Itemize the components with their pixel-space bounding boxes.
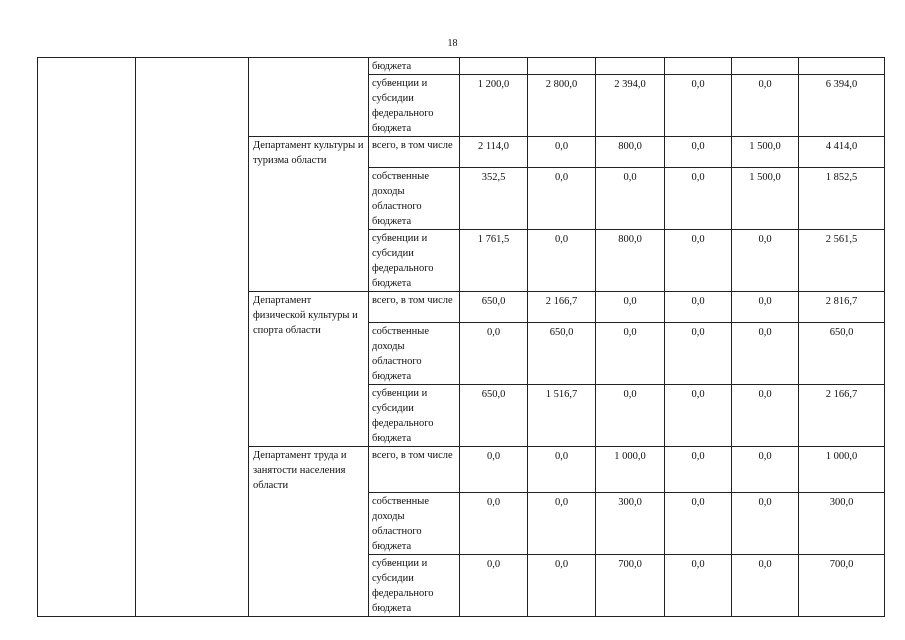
value-cell: 1 852,5 <box>799 168 885 230</box>
value-cell: 700,0 <box>799 555 885 617</box>
value-cell: 0,0 <box>732 230 799 292</box>
value-cell: 800,0 <box>596 230 665 292</box>
value-cell: 0,0 <box>528 447 596 493</box>
value-cell: 2 816,7 <box>799 292 885 323</box>
value-cell: 1 500,0 <box>732 137 799 168</box>
value-cell: 800,0 <box>596 137 665 168</box>
value-cell: 700,0 <box>596 555 665 617</box>
department-cell: Департамент физической культуры и спорта области <box>249 292 369 447</box>
funding-type-cell: собственные доходы областного бюджета <box>369 493 460 555</box>
value-cell: 0,0 <box>460 323 528 385</box>
value-cell: 1 000,0 <box>596 447 665 493</box>
value-cell <box>528 58 596 75</box>
value-cell: 2 561,5 <box>799 230 885 292</box>
value-cell: 0,0 <box>528 230 596 292</box>
blank-cell <box>136 58 249 617</box>
value-cell: 650,0 <box>460 385 528 447</box>
value-cell: 6 394,0 <box>799 75 885 137</box>
value-cell: 1 000,0 <box>799 447 885 493</box>
blank-cell <box>38 58 136 617</box>
value-cell: 0,0 <box>528 493 596 555</box>
value-cell: 0,0 <box>665 493 732 555</box>
funding-type-cell: всего, в том числе <box>369 292 460 323</box>
value-cell: 0,0 <box>528 137 596 168</box>
value-cell: 0,0 <box>460 447 528 493</box>
value-cell: 0,0 <box>732 75 799 137</box>
value-cell: 650,0 <box>799 323 885 385</box>
value-cell: 2 114,0 <box>460 137 528 168</box>
value-cell: 0,0 <box>528 168 596 230</box>
value-cell: 300,0 <box>596 493 665 555</box>
table-row <box>38 58 885 75</box>
department-cell: Департамент культуры и туризма области <box>249 137 369 292</box>
value-cell: 0,0 <box>665 137 732 168</box>
value-cell: 0,0 <box>596 168 665 230</box>
value-cell: 0,0 <box>732 447 799 493</box>
value-cell: 0,0 <box>596 385 665 447</box>
page-number: 18 <box>447 38 458 49</box>
value-cell: 1 516,7 <box>528 385 596 447</box>
value-cell: 1 500,0 <box>732 168 799 230</box>
value-cell: 0,0 <box>460 555 528 617</box>
value-cell: 0,0 <box>665 323 732 385</box>
value-cell: 650,0 <box>460 292 528 323</box>
value-cell: 2 800,0 <box>528 75 596 137</box>
value-cell: 0,0 <box>665 447 732 493</box>
value-cell: 0,0 <box>732 292 799 323</box>
value-cell: 2 394,0 <box>596 75 665 137</box>
funding-type-cell: всего, в том числе <box>369 137 460 168</box>
value-cell: 1 200,0 <box>460 75 528 137</box>
funding-type-cell: субвенции и субсидии федерального бюджета <box>369 75 460 137</box>
value-cell: 0,0 <box>460 493 528 555</box>
value-cell: 0,0 <box>528 555 596 617</box>
funding-type-cell: субвенции и субсидии федерального бюджета <box>369 230 460 292</box>
value-cell <box>665 58 732 75</box>
funding-type-cell: субвенции и субсидии федерального бюджета <box>369 385 460 447</box>
value-cell <box>596 58 665 75</box>
value-cell: 0,0 <box>665 555 732 617</box>
department-cell <box>249 58 369 137</box>
value-cell <box>799 58 885 75</box>
value-cell: 300,0 <box>799 493 885 555</box>
value-cell: 0,0 <box>732 555 799 617</box>
funding-type-cell: собственные доходы областного бюджета <box>369 168 460 230</box>
value-cell: 0,0 <box>665 168 732 230</box>
department-cell: Департамент труда и занятости населения области <box>249 447 369 617</box>
value-cell: 0,0 <box>665 385 732 447</box>
value-cell: 352,5 <box>460 168 528 230</box>
value-cell: 0,0 <box>596 323 665 385</box>
value-cell: 0,0 <box>732 323 799 385</box>
value-cell: 4 414,0 <box>799 137 885 168</box>
funding-type-cell: субвенции и субсидии федерального бюджета <box>369 555 460 617</box>
value-cell: 0,0 <box>596 292 665 323</box>
value-cell: 650,0 <box>528 323 596 385</box>
value-cell: 2 166,7 <box>799 385 885 447</box>
value-cell: 1 761,5 <box>460 230 528 292</box>
funding-type-cell: собственные доходы областного бюджета <box>369 323 460 385</box>
value-cell: 0,0 <box>732 385 799 447</box>
value-cell <box>732 58 799 75</box>
value-cell: 0,0 <box>665 75 732 137</box>
budget-table <box>37 57 885 617</box>
funding-type-cell: всего, в том числе <box>369 447 460 493</box>
value-cell: 0,0 <box>665 292 732 323</box>
value-cell: 0,0 <box>665 230 732 292</box>
value-cell: 0,0 <box>732 493 799 555</box>
funding-type-cell: бюджета <box>369 58 460 75</box>
value-cell <box>460 58 528 75</box>
value-cell: 2 166,7 <box>528 292 596 323</box>
